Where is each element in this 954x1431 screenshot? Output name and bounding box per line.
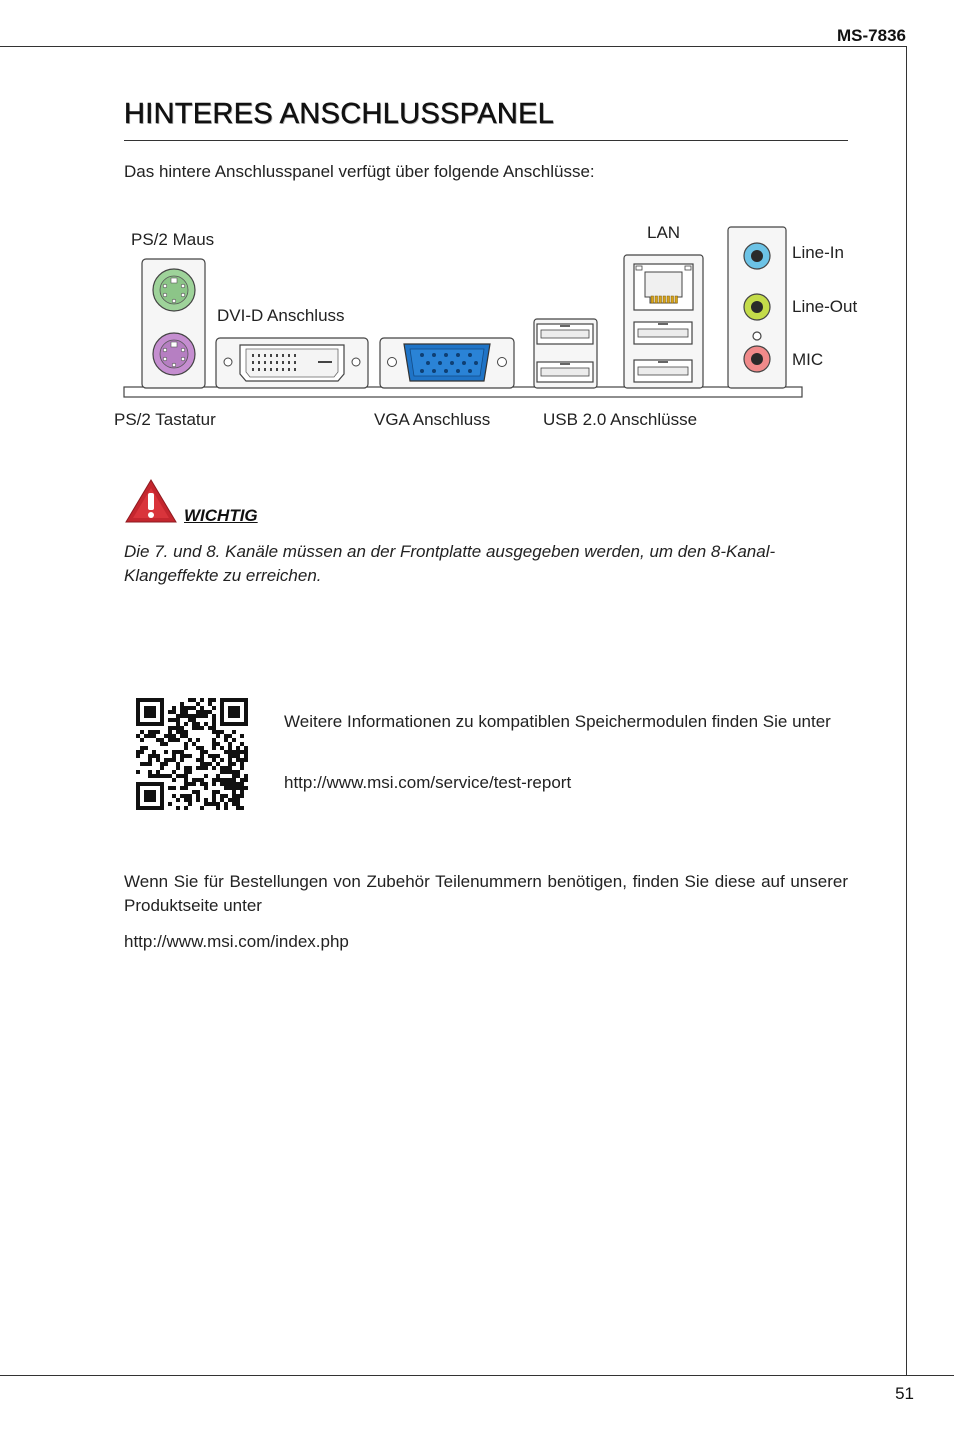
page-number: 51 — [895, 1384, 914, 1403]
ps2-port-block — [142, 259, 205, 388]
label-line-out: Line-Out — [792, 297, 858, 316]
usb-port-block — [534, 319, 597, 388]
lan-usb-block — [624, 255, 703, 388]
title-rule — [124, 140, 848, 141]
usb-port-upper — [537, 324, 593, 344]
model-label: MS-7836 — [837, 26, 906, 45]
usb-port-lan-upper — [634, 322, 692, 344]
vga-port — [380, 338, 514, 388]
warning-icon — [124, 478, 178, 524]
label-vga: VGA Anschluss — [374, 410, 491, 429]
label-lan: LAN — [647, 223, 681, 242]
dvi-port — [216, 338, 368, 388]
header-rule — [0, 46, 906, 47]
label-ps2-keyboard: PS/2 Tastatur — [114, 410, 216, 429]
memory-info-link[interactable]: http://www.msi.com/service/test-report — [284, 773, 572, 792]
section-title: HINTERES ANSCHLUSSPANEL — [124, 98, 555, 130]
intro-text: Das hintere Anschlusspanel verfügt über folgende Anschlüsse: — [124, 162, 595, 181]
line-out-jack — [744, 294, 770, 320]
label-dvi: DVI-D Anschluss — [217, 306, 345, 325]
accessories-info-text: Wenn Sie für Bestellungen von Zubehör Teilenummern benötigen, finden Sie diese auf unserer Produktseite unter — [124, 872, 848, 915]
label-ps2-mouse: PS/2 Maus — [131, 230, 215, 249]
lan-port — [634, 264, 693, 310]
footer-rule — [0, 1375, 954, 1376]
back-panel-illustration — [118, 196, 808, 402]
qr-code-icon — [136, 698, 248, 810]
label-mic: MIC — [792, 350, 824, 369]
mic-jack — [744, 346, 770, 372]
label-line-in: Line-In — [792, 243, 844, 262]
important-text: Die 7. und 8. Kanäle müssen an der Frontplatte ausgegeben werden, um den 8-Kanal-Klangeffekte zu erreichen. — [124, 542, 776, 585]
usb-port-lower — [537, 362, 593, 382]
ps2-mouse-port — [153, 269, 195, 311]
side-rule — [906, 46, 907, 1376]
line-in-jack — [744, 243, 770, 269]
memory-info-text: Weitere Informationen zu kompatiblen Speichermodulen finden Sie unter — [284, 712, 831, 731]
important-title: WICHTIG — [184, 506, 258, 525]
usb-port-lan-lower — [634, 360, 692, 382]
accessories-info-link[interactable]: http://www.msi.com/index.php — [124, 932, 349, 951]
ps2-keyboard-port — [153, 333, 195, 375]
audio-port-block — [728, 227, 786, 388]
label-usb: USB 2.0 Anschlüsse — [543, 410, 698, 429]
